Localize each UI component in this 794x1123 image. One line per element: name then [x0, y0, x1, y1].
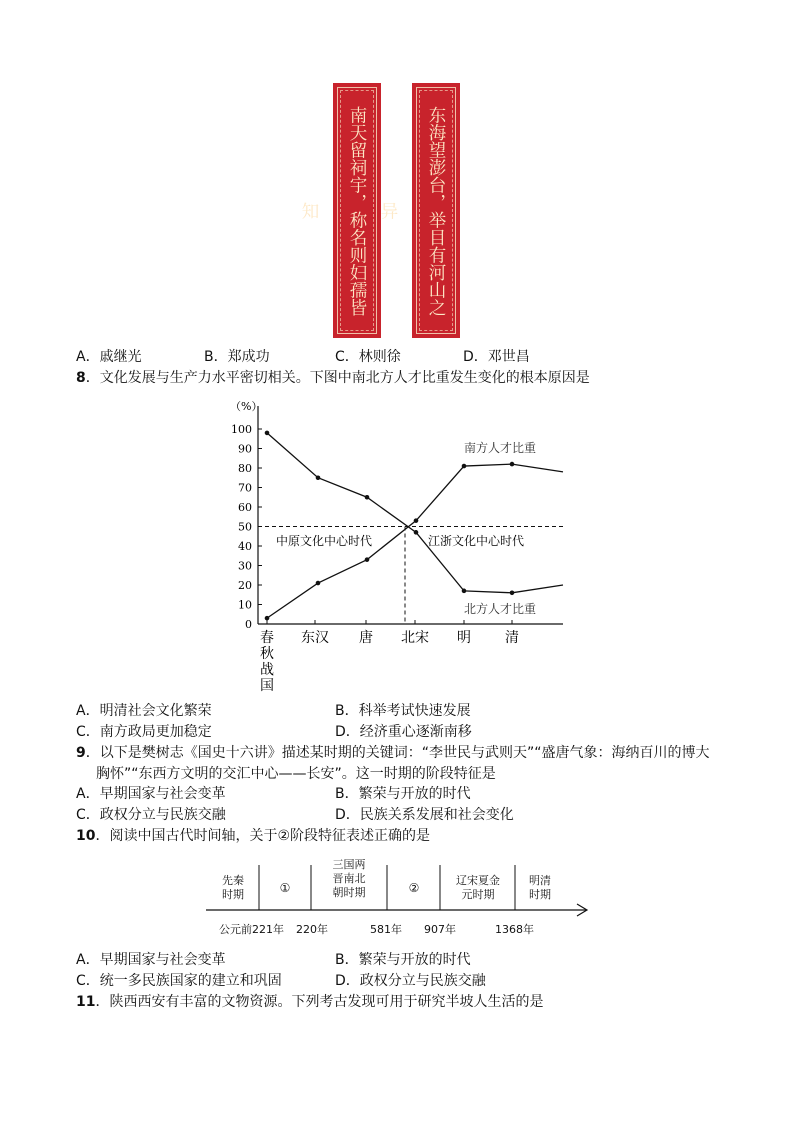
couplet-right-text: 南天留祠宇，称名则妇孺皆知: [299, 105, 367, 316]
y-tick-label: 20: [238, 579, 252, 592]
q9-stem-line2: 胸怀”“东西方文明的交汇中心——长安”。这一时期的阶段特征是: [96, 766, 496, 782]
q10-option-a: A．早期国家与社会变革: [76, 952, 226, 968]
era-label-central-plains: 中原文化中心时代: [276, 534, 373, 548]
q9-option-d: D．民族关系发展和社会变化: [335, 807, 514, 823]
q11-number: 11: [76, 994, 96, 1010]
q8-option-a: A．明清社会文化繁荣: [76, 703, 212, 719]
era-label-jiangzhe: 江浙文化中心时代: [428, 534, 525, 548]
timeline-year: 公元前221年: [219, 923, 284, 936]
q10-option-b: B．繁荣与开放的时代: [335, 952, 471, 968]
q8-option-d: D．经济重心逐渐南移: [335, 724, 472, 740]
legend-south: 南方人才比重: [464, 441, 537, 455]
y-tick-label: 60: [238, 501, 252, 514]
x-tick-label-char: 国: [260, 678, 274, 694]
x-tick-label: 明: [457, 630, 471, 646]
legend-north: 北方人才比重: [464, 602, 537, 616]
q7-option-a: A．戚继光: [76, 349, 142, 365]
q8-stem-text: ．文化发展与生产力水平密切相关。下图中南北方人才比重发生变化的根本原因是: [85, 370, 590, 386]
y-tick-label: 50: [238, 520, 252, 534]
y-tick-label: 30: [238, 559, 252, 573]
q9-option-b: B．繁荣与开放的时代: [335, 786, 471, 802]
q10-number: 10: [76, 828, 96, 844]
y-tick-label: 100: [231, 423, 252, 436]
x-tick-label: 北宋: [401, 630, 429, 646]
q10-stem-text: ．阅读中国古代时间轴，关于②阶段特征表述正确的是: [95, 828, 431, 844]
x-tick-label: 唐: [359, 630, 373, 646]
x-tick-label: 东汉: [301, 630, 329, 646]
q7-option-d: D．邓世昌: [463, 349, 530, 365]
timeline-period-pre-qin: 先秦 时期: [222, 874, 244, 901]
timeline-period-ming-qing: 明清 时期: [529, 874, 551, 901]
timeline-year: 1368年: [495, 923, 534, 936]
timeline-period-liao-song: 辽宋夏金 元时期: [456, 874, 500, 901]
couplet-left-text: 东海望澎台，举目有河山之异: [378, 105, 446, 316]
q8-option-c: C．南方政局更加稳定: [76, 724, 212, 740]
q9-number: 9: [76, 745, 86, 761]
x-tick-label-char: 秋: [260, 646, 274, 662]
y-tick-label: 70: [238, 481, 252, 495]
x-tick-label-char: 春: [260, 630, 274, 646]
x-tick-label: 清: [505, 630, 519, 646]
timeline-period-2: ②: [408, 881, 420, 895]
y-axis-label: （%）: [230, 400, 263, 413]
timeline-year: 581年: [370, 923, 402, 936]
q7-option-b: B．郑成功: [204, 349, 270, 365]
y-tick-label: 10: [238, 598, 252, 612]
q9-option-a: A．早期国家与社会变革: [76, 786, 226, 802]
y-tick-label: 80: [238, 462, 252, 475]
timeline-period-1: ①: [279, 881, 291, 895]
y-tick-label: 90: [238, 442, 252, 456]
timeline-year: 220年: [296, 923, 328, 936]
q7-option-c: C．林则徐: [335, 349, 401, 365]
q11-stem: [76, 992, 543, 1012]
q10-option-d: D．政权分立与民族交融: [335, 973, 486, 989]
q10-option-c: C．统一多民族国家的建立和巩固: [76, 973, 282, 989]
x-tick-label-char: 战: [260, 662, 274, 678]
y-tick-label: 40: [238, 540, 252, 553]
timeline-period-three-kingdoms: 三国两 晋南北 朝时期: [332, 858, 366, 899]
q9-stem-text1: ．以下是樊树志《国史十六讲》描述某时期的关键词：“李世民与武则天”“盛唐气象：海纳百川的博大: [85, 745, 710, 761]
q9-option-c: C．政权分立与民族交融: [76, 807, 226, 823]
y-tick-label: 0: [245, 618, 252, 631]
timeline-year: 907年: [424, 923, 456, 936]
q8-option-b: B．科举考试快速发展: [335, 703, 471, 719]
q8-number: 8: [76, 370, 86, 386]
q11-stem-text: ．陕西西安有丰富的文物资源。下列考古发现可用于研究半坡人生活的是: [95, 994, 544, 1010]
